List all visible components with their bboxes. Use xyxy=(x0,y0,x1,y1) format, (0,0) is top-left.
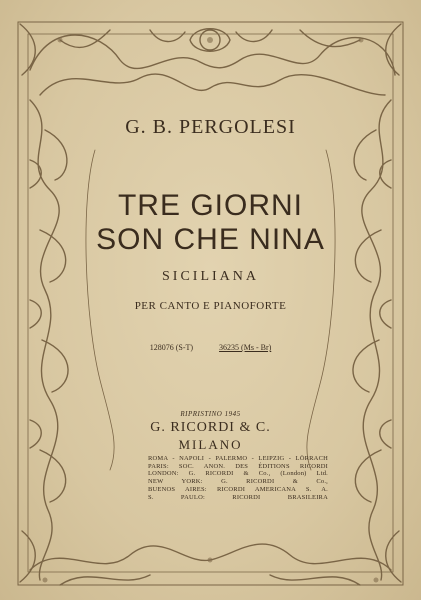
branch-line: LONDON: G. RICORDI & Co., (London) Ltd. xyxy=(148,470,328,478)
branch-line: PARIS: SOC. ANON. DES ÉDITIONS RICORDI xyxy=(148,462,328,470)
publisher-city: MILANO xyxy=(178,437,243,452)
composer-name: G. B. PERGOLESI xyxy=(125,116,296,138)
edition-number-2: 36235 (Ms - Br) xyxy=(219,343,272,352)
branch-line: BUENOS AIRES: RICORDI AMERICANA S. A. xyxy=(148,485,328,493)
title-line-2: SON CHE NINA xyxy=(96,223,325,256)
branch-line: ROMA - NAPOLI - PALERMO - LEIPZIG - LÖRRACH xyxy=(148,455,328,462)
subtitle: SICILIANA xyxy=(162,269,259,284)
title-line-1: TRE GIORNI xyxy=(117,189,303,222)
branch-list xyxy=(148,455,328,501)
edition-number-1: 128076 (S-T) xyxy=(149,343,194,352)
publisher-name: G. RICORDI & C. xyxy=(150,420,271,435)
reprint-note: RIPRISTINO 1945 xyxy=(180,410,241,418)
branch-line: S. PAULO: RICORDI BRASILEIRA xyxy=(148,493,328,501)
instrumentation: PER CANTO E PIANOFORTE xyxy=(134,300,287,312)
branch-line: NEW YORK: G. RICORDI & Co., xyxy=(148,478,328,486)
edition-numbers xyxy=(0,343,421,352)
